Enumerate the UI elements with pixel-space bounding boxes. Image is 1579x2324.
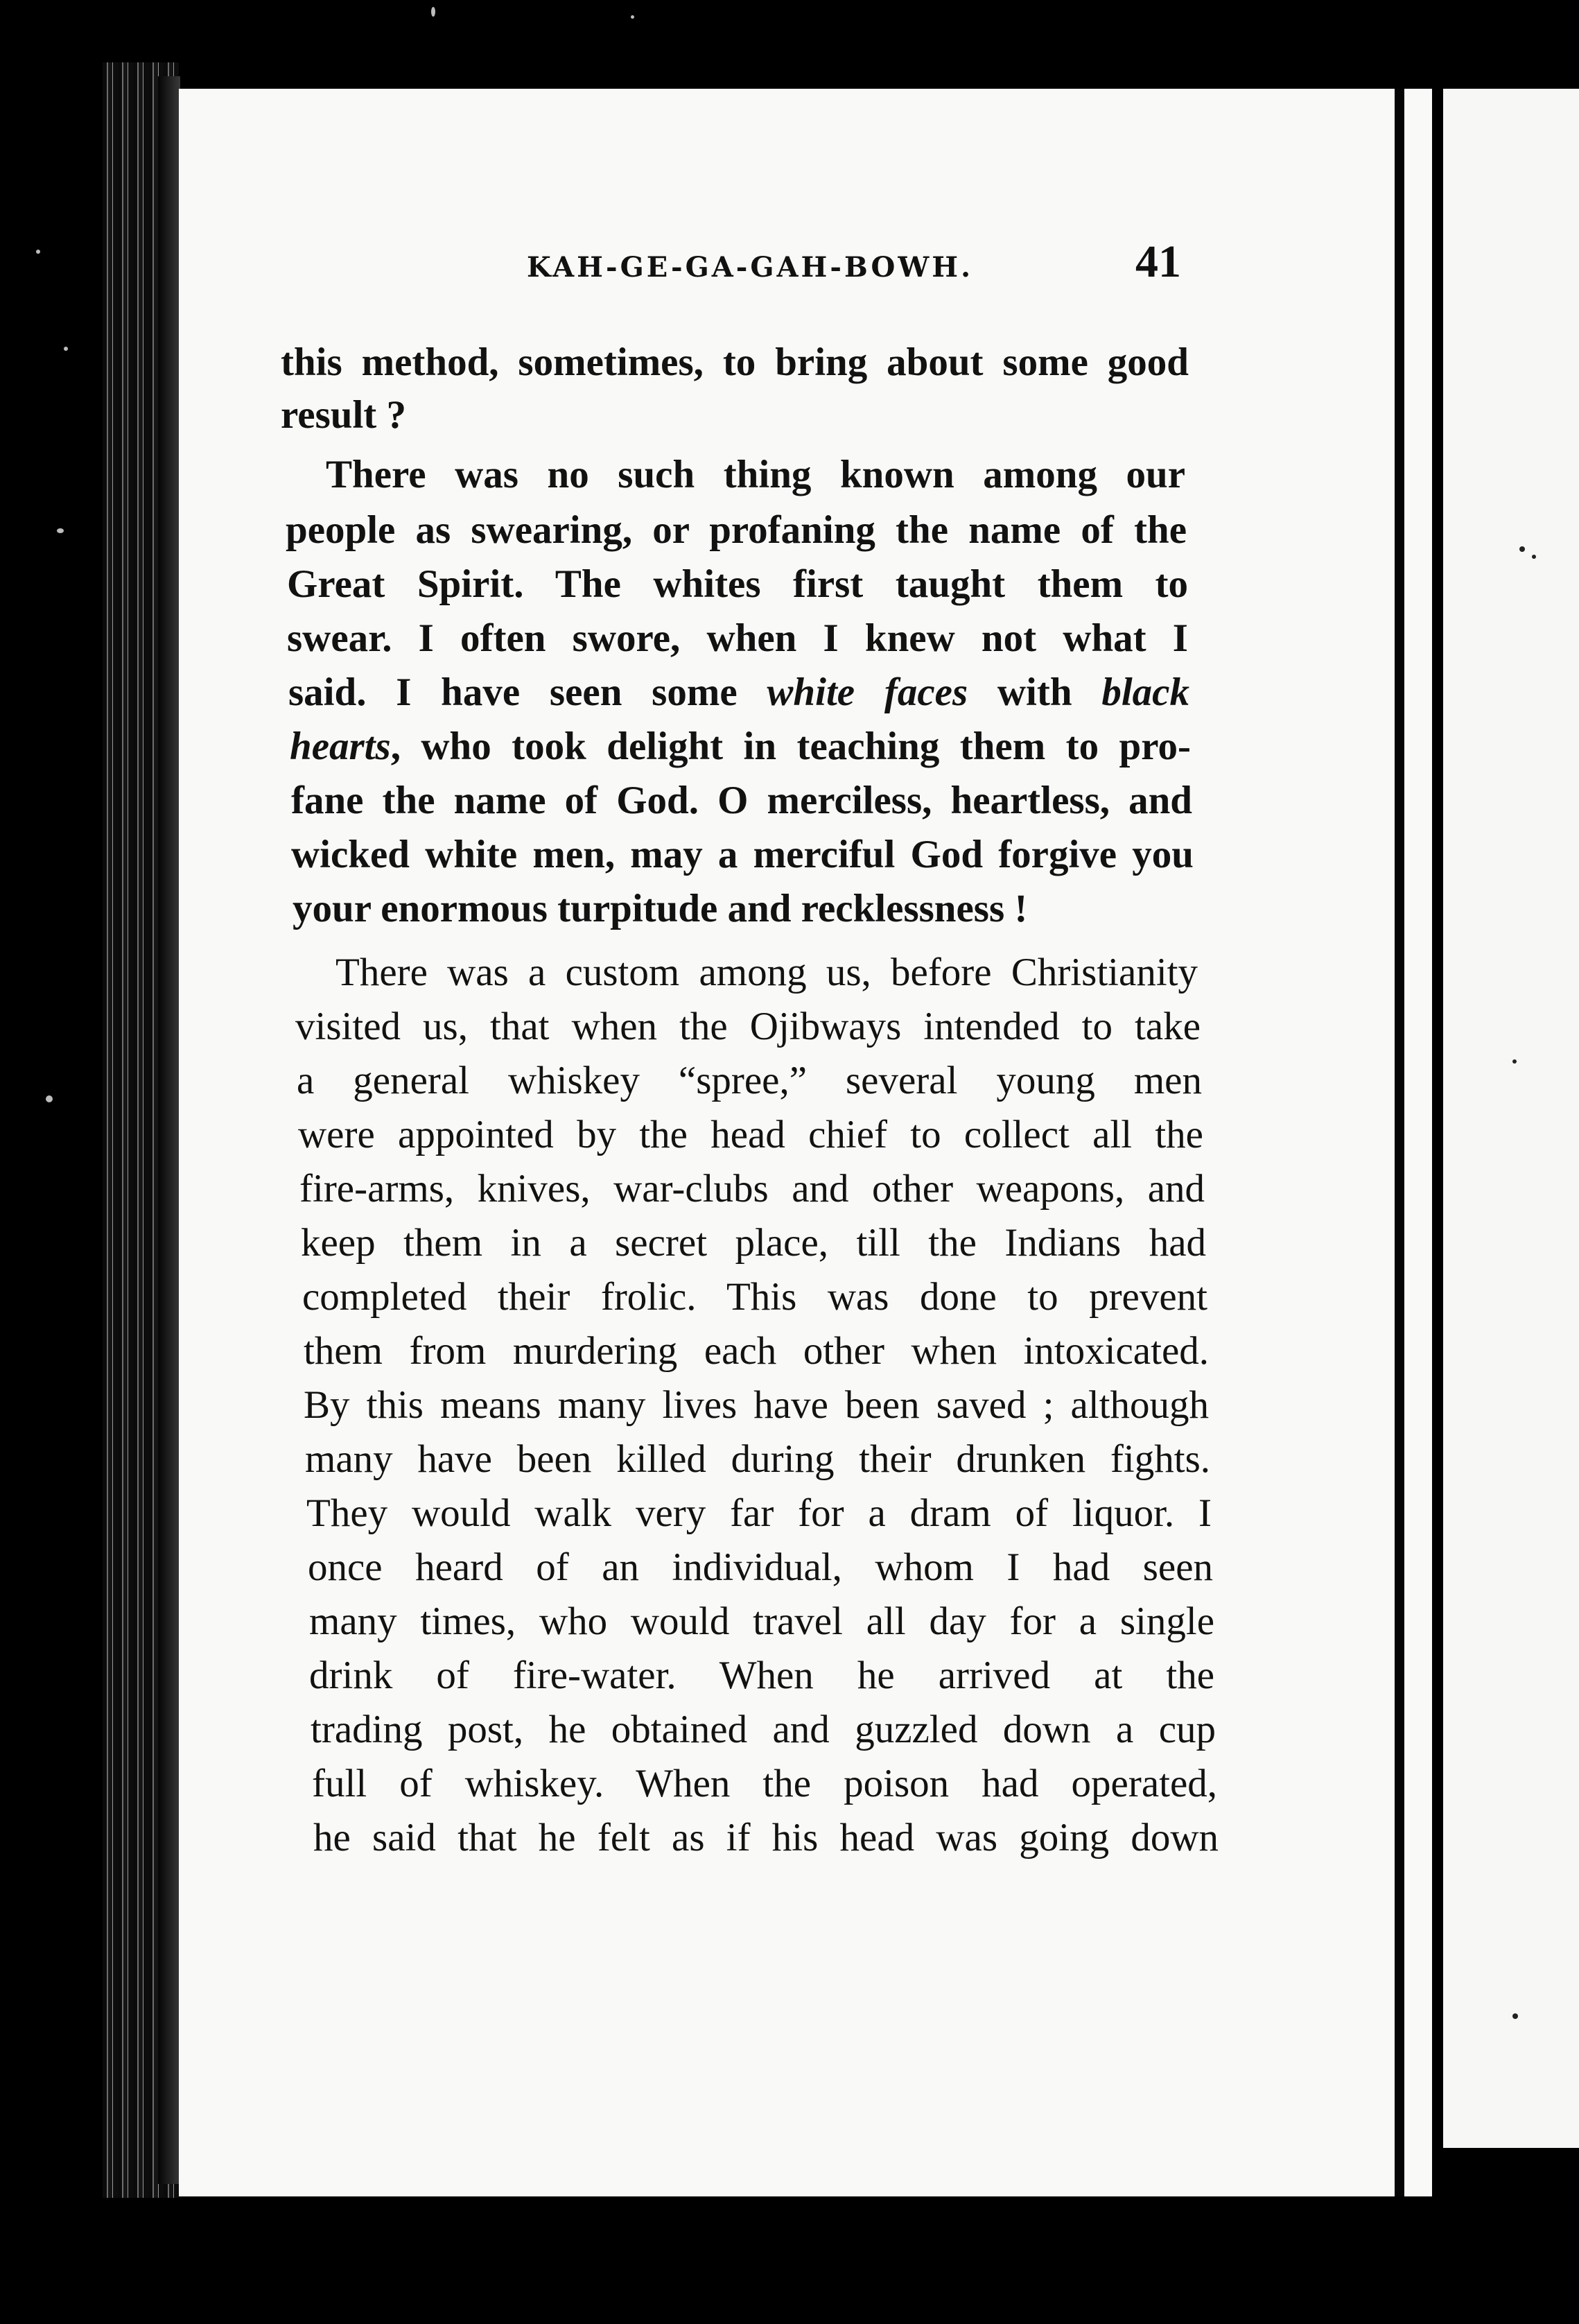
text-run: completed their frolic. This was done to prevent xyxy=(302,1275,1207,1319)
dust-speck xyxy=(631,15,634,19)
text-line xyxy=(312,1760,1217,1808)
dust-speck xyxy=(431,7,435,17)
running-head: KAH-GE-GA-GAH-BOWH. xyxy=(527,251,973,284)
text-line xyxy=(287,560,1188,609)
text-line xyxy=(304,1327,1209,1376)
text-run: swear. I often swore, when I knew not what I xyxy=(287,616,1188,660)
text-line xyxy=(309,1597,1214,1646)
text-line xyxy=(287,614,1188,663)
text-run: this method, sometimes, to bring about some good xyxy=(281,340,1189,384)
page-edge-shadow xyxy=(158,76,180,2184)
text-line xyxy=(308,1543,1213,1592)
text-line xyxy=(309,1651,1214,1700)
text-line xyxy=(305,1435,1210,1484)
text-run: he said that he felt as if his head was going down xyxy=(313,1816,1219,1859)
text-run: a general whiskey “spree,” several young men xyxy=(297,1059,1202,1102)
text-run: There was a custom among us, before Christianity xyxy=(335,951,1198,994)
text-run: them from murdering each other when intoxicated. xyxy=(304,1329,1209,1373)
page-number: 41 xyxy=(1135,236,1181,287)
text-run: fire-arms, knives, war-clubs and other weapons, and xyxy=(299,1167,1205,1211)
dust-speck xyxy=(57,528,64,533)
text-line xyxy=(281,338,1189,387)
text-run: wicked white men, may a merciful God forgive you xyxy=(291,833,1194,876)
dust-speck xyxy=(64,347,68,351)
italic-phrase: hearts xyxy=(290,725,391,768)
text-run: trading post, he obtained and guzzled down a cup xyxy=(311,1708,1216,1751)
text-line xyxy=(306,1489,1212,1538)
text-line xyxy=(281,391,419,440)
text-run: result ? xyxy=(281,393,407,437)
ink-speck xyxy=(1532,555,1536,559)
text-run: were appointed by the head chief to collect all the xyxy=(298,1113,1203,1156)
text-line xyxy=(290,722,1191,771)
page-gutter-rule xyxy=(1395,89,1404,2196)
text-run: keep them in a secret place, till the Indians had xyxy=(301,1221,1206,1265)
text-run: There was no such thing known among our xyxy=(326,453,1185,496)
text-line xyxy=(299,1165,1205,1213)
italic-phrase: black xyxy=(1101,670,1189,714)
text-run: fane the name of God. O merciless, heartless, and xyxy=(291,779,1192,822)
text-line xyxy=(286,506,1187,555)
ink-speck xyxy=(1512,2013,1518,2019)
text-line xyxy=(298,1111,1203,1159)
text-run: drink of fire-water. When he arrived at the xyxy=(309,1654,1214,1697)
text-run: many have been killed during their drunken fights. xyxy=(305,1437,1210,1481)
text-run: with xyxy=(968,670,1102,714)
text-run: many times, who would travel all day for a single xyxy=(309,1599,1214,1643)
text-line xyxy=(311,1706,1216,1754)
text-run: , who took delight in teaching them to pro- xyxy=(390,725,1191,768)
text-line xyxy=(302,1273,1207,1321)
italic-phrase: white faces xyxy=(767,670,968,714)
text-line xyxy=(297,1057,1202,1105)
text-run: Great Spirit. The whites first taught them to xyxy=(287,562,1188,606)
text-line xyxy=(295,1003,1201,1051)
text-run: They would walk very far for a dram of liquor. I xyxy=(306,1491,1212,1535)
text-line xyxy=(293,885,1055,933)
text-line xyxy=(304,1381,1209,1430)
text-run: your enormous turpitude and recklessness ! xyxy=(293,887,1028,930)
text-line xyxy=(313,1814,1219,1862)
text-run: visited us, that when the Ojibways intended to take xyxy=(295,1005,1201,1048)
text-line xyxy=(301,1219,1206,1267)
text-run: people as swearing, or profaning the name of the xyxy=(286,508,1187,552)
text-run: full of whiskey. When the poison had operated, xyxy=(312,1762,1217,1805)
text-run: By this means many lives have been saved ; although xyxy=(304,1383,1209,1427)
text-line xyxy=(291,777,1192,825)
dust-speck xyxy=(46,1095,53,1102)
text-line xyxy=(288,668,1189,717)
text-line xyxy=(335,948,1198,997)
text-line xyxy=(291,831,1194,879)
text-run: once heard of an individual, whom I had seen xyxy=(308,1545,1213,1589)
ink-speck xyxy=(1519,546,1525,552)
text-line xyxy=(326,451,1185,499)
ink-speck xyxy=(1512,1059,1517,1064)
adjacent-page-sliver xyxy=(1443,89,1579,2148)
text-run: said. I have seen some xyxy=(288,670,767,714)
dust-speck xyxy=(36,250,40,254)
